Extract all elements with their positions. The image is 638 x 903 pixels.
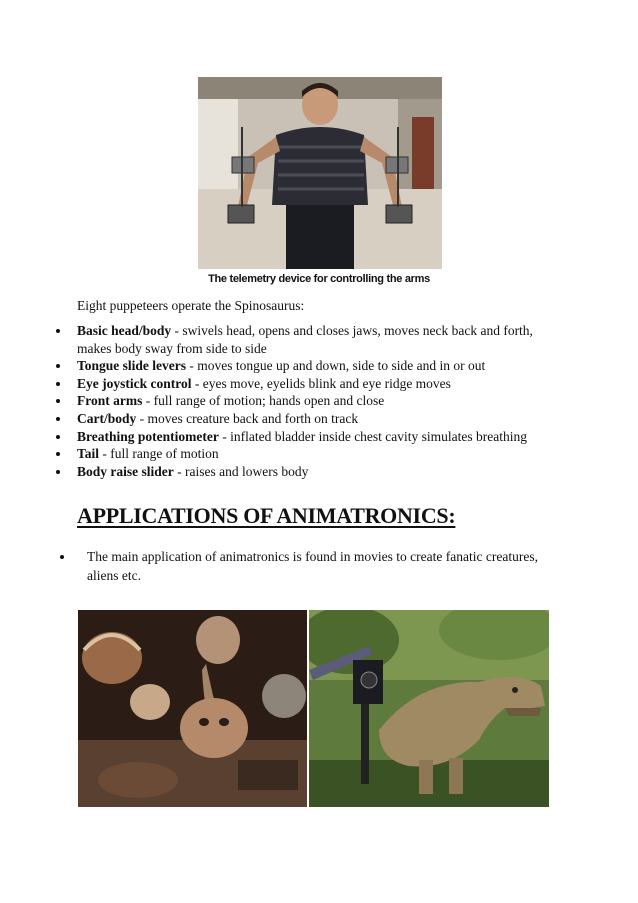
control-desc: - full range of motion; hands open and close xyxy=(142,393,385,409)
control-name: Tongue slide levers xyxy=(77,358,187,374)
control-desc: - raises and lowers body xyxy=(173,463,309,479)
control-desc: - inflated bladder inside chest cavity simulates breathing xyxy=(218,428,528,444)
bullet-icon xyxy=(60,555,64,559)
bullet-icon xyxy=(56,417,60,421)
applications-list xyxy=(60,547,540,585)
telemetry-device-photo xyxy=(198,77,442,269)
control-desc: - moves tongue up and down, side to side and in or out xyxy=(186,358,486,374)
control-name: Front arms xyxy=(77,393,143,409)
control-desc: - eyes move, eyelids blink and eye ridge moves xyxy=(191,375,451,391)
control-name: Eye joystick control xyxy=(77,375,192,391)
figure-caption: The telemetry device for controlling the arms xyxy=(208,273,430,285)
control-desc: - moves creature back and forth on track xyxy=(136,410,359,426)
list-item xyxy=(56,410,556,428)
list-item xyxy=(56,428,556,446)
list-item xyxy=(60,547,540,585)
bullet-icon xyxy=(56,470,60,474)
bullet-icon xyxy=(56,452,60,456)
creature-puppets-photo xyxy=(78,610,307,807)
control-name: Basic head/body xyxy=(77,323,172,338)
application-text: The main application of animatronics is found in movies to create fanatic creatures, aliens etc. xyxy=(87,549,538,583)
dinosaur-film-set-photo xyxy=(309,610,549,807)
section-heading: APPLICATIONS OF ANIMATRONICS: xyxy=(77,503,456,528)
control-name: Cart/body xyxy=(77,410,137,426)
control-name: Body raise slider xyxy=(77,463,174,479)
control-desc: - full range of motion xyxy=(99,446,219,462)
list-item xyxy=(56,445,556,463)
bullet-icon xyxy=(56,399,60,403)
list-item xyxy=(56,357,556,375)
control-name: Tail xyxy=(77,446,100,462)
bullet-icon xyxy=(56,382,60,386)
bullet-icon xyxy=(56,364,60,368)
control-name: Breathing potentiometer xyxy=(77,428,219,444)
list-item xyxy=(56,463,556,481)
bullet-icon xyxy=(56,435,60,439)
list-item xyxy=(56,375,556,393)
bullet-icon xyxy=(56,329,60,333)
control-desc: - swivels head, opens and closes jaws, moves neck back and forth, makes body sway from side to side xyxy=(77,323,533,356)
controls-list xyxy=(56,322,556,480)
list-item xyxy=(56,322,556,357)
intro-text: Eight puppeteers operate the Spinosaurus: xyxy=(77,298,305,313)
list-item xyxy=(56,392,556,410)
